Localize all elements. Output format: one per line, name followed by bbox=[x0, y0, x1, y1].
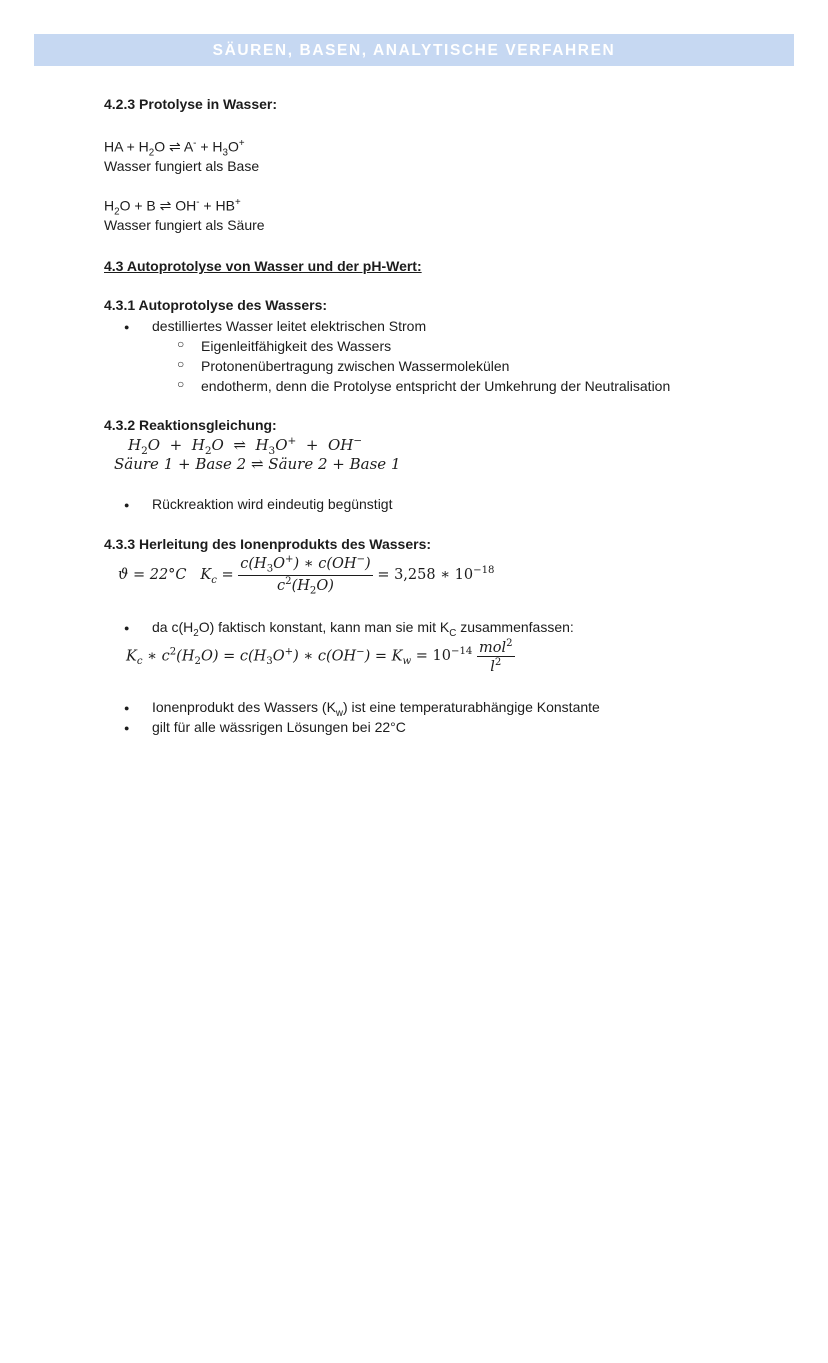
bullet-aqueous-solutions: ● gilt für alle wässrigen Lösungen bei 22°C bbox=[152, 719, 406, 735]
heading-4-2-3: 4.2.3 Protolyse in Wasser: bbox=[104, 96, 277, 112]
note-water-as-base: Wasser fungiert als Base bbox=[104, 158, 260, 174]
chapter-header-banner: SÄUREN, BASEN, ANALYTISCHE VERFAHREN bbox=[34, 34, 794, 66]
sub-bullet-self-conductivity: ○ Eigenleitfähigkeit des Wassers bbox=[201, 338, 391, 354]
heading-4-3: 4.3 Autoprotolyse von Wasser und der pH-Wert: bbox=[104, 258, 422, 274]
heading-4-3-3: 4.3.3 Herleitung des Ionenprodukts des Wassers: bbox=[104, 536, 432, 552]
bullet-conductivity: ● destilliertes Wasser leitet elektrischen Strom bbox=[152, 318, 426, 334]
kc-fraction: $\frac{c(H_3O^+) ∗ c(OH^-)}{c^2(H_2O)}$ bbox=[240, 554, 371, 597]
heading-4-3-2: 4.3.2 Reaktionsgleichung: bbox=[104, 417, 277, 433]
sub-bullet-proton-transfer: ○ Protonenübertragung zwischen Wassermolekülen bbox=[201, 358, 509, 374]
equation-base-in-water: $H_2O + B$ ⇌ OH- + HB+ bbox=[104, 197, 241, 218]
sub-bullet-endothermic: ○ endotherm, denn die Protolyse entspricht der Umkehrung der Neutralisation bbox=[201, 378, 670, 394]
note-water-as-acid: Wasser fungiert als Säure bbox=[104, 217, 265, 233]
equation-kw: $K_c$ ∗ $c^2(H_2O) = c(H_3O^+)$ ∗ $c(OH^-) = K_w = 10^{-14}$ $\frac{mol^2}{l^2}$ bbox=[126, 638, 513, 675]
heading-4-3-1: 4.3.1 Autoprotolyse des Wassers: bbox=[104, 297, 328, 313]
bullet-constant-concentration: ● da $c(H_2O)$ faktisch konstant, kann man sie mit $K_C$ zusammenfassen: bbox=[152, 619, 574, 639]
equation-acid-base-pairs: Säure 1 + Base 2 ⇌ Säure 2 + Base 1 bbox=[114, 455, 401, 473]
kw-unit-fraction: $\frac{mol^2}{l^2}$ bbox=[478, 638, 513, 675]
equation-autoprotolysis: $H_2O + H_2O$ ⇌ $H_3O^+ + OH^-$ bbox=[128, 435, 363, 457]
bullet-back-reaction: ● Rückreaktion wird eindeutig begünstigt bbox=[152, 496, 392, 512]
bullet-ionic-product: ● Ionenprodukt des Wassers $(K_w)$ ist eine temperaturabhängige Konstante bbox=[152, 699, 600, 719]
equation-kc: ϑ = 22°C $K_c$ = $\frac{c(H_3O^+) ∗ c(OH^-)}{c^2(H_2O)}$ = 3,258 ∗ $10^{-18}$ bbox=[118, 554, 495, 597]
equation-acid-in-water: HA + $H_2O$ ⇌ $A^- + H_3O^+$ bbox=[104, 138, 245, 159]
